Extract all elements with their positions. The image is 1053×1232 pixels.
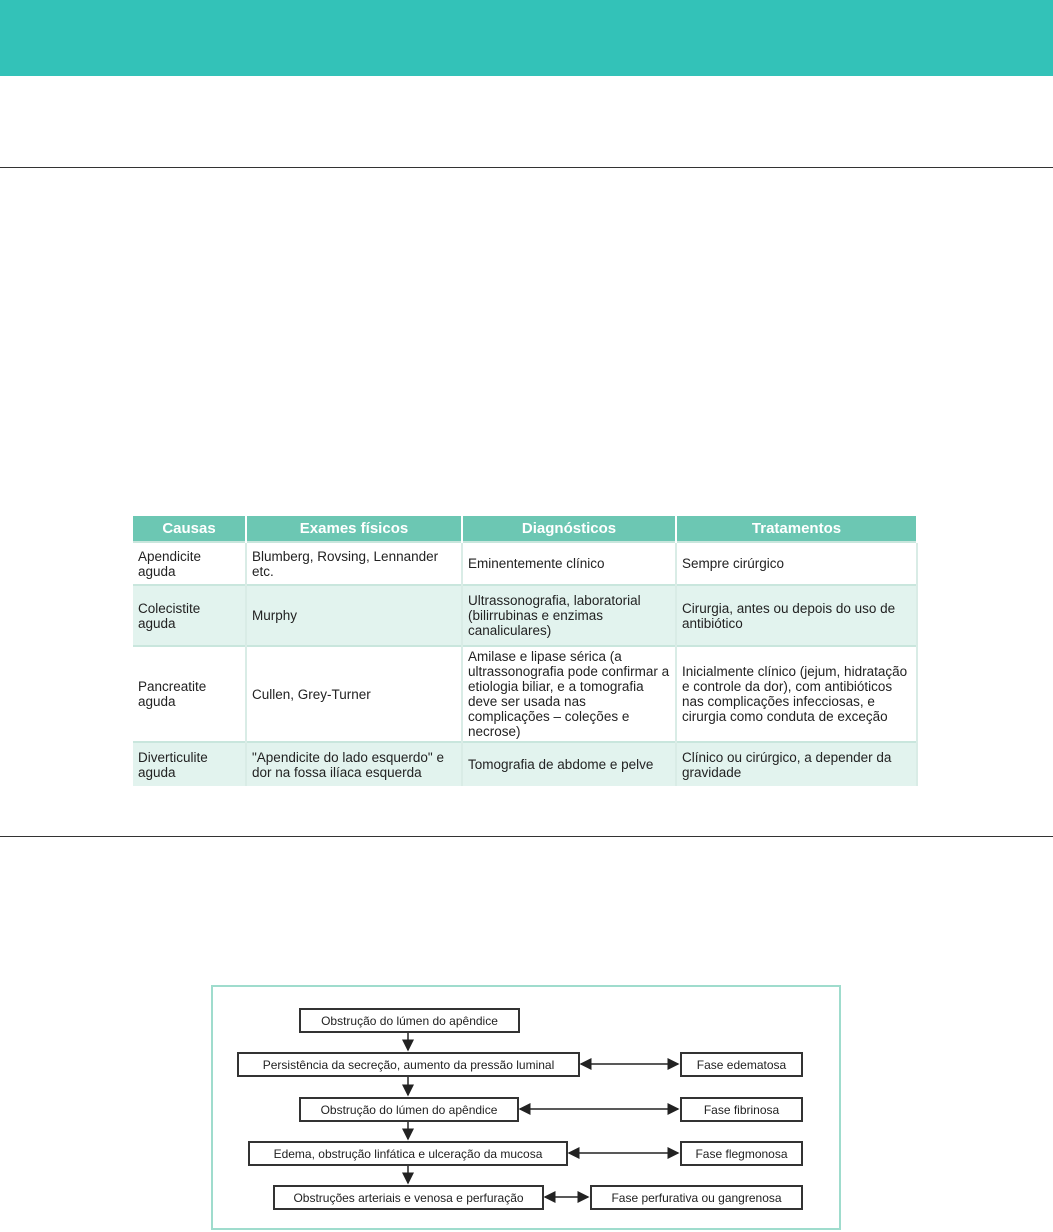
header-cell: Tratamentos <box>676 516 917 542</box>
cell: Ultrassonografia, laboratorial (bilirrubinas e enzimas canaliculares) <box>462 585 676 646</box>
phase-box: Fase perfurativa ou gangrenosa <box>590 1185 803 1210</box>
cell: Inicialmente clínico (jejum, hidratação e controle da dor), com antibióticos nas complicações infecciosas, e cirurgia como conduta de exceção <box>676 646 917 742</box>
cell: Sempre cirúrgico <box>676 542 917 585</box>
header-cell: Causas <box>133 516 246 542</box>
step-box: Obstrução do lúmen do apêndice <box>299 1008 520 1033</box>
phase-box: Fase flegmonosa <box>680 1141 803 1166</box>
cell: Cullen, Grey-Turner <box>246 646 462 742</box>
cell: Pancreatite aguda <box>133 646 246 742</box>
header-cell: Diagnósticos <box>462 516 676 542</box>
header-cell: Exames físicos <box>246 516 462 542</box>
cell: Eminentemente clínico <box>462 542 676 585</box>
step-box: Obstruções arteriais e venosa e perfuração <box>273 1185 544 1210</box>
step-box: Obstrução do lúmen do apêndice <box>299 1097 519 1122</box>
cell: "Apendicite do lado esquerdo" e dor na fossa ilíaca esquerda <box>246 742 462 786</box>
phase-box: Fase edematosa <box>680 1052 803 1077</box>
cell: Cirurgia, antes ou depois do uso de antibiótico <box>676 585 917 646</box>
cell: Clínico ou cirúrgico, a depender da gravidade <box>676 742 917 786</box>
cell: Murphy <box>246 585 462 646</box>
cell: Colecistite aguda <box>133 585 246 646</box>
cell: Amilase e lipase sérica (a ultrassonografia pode confirmar a etiologia biliar, e a tomografia deve ser usada nas complicações – coleções e necrose) <box>462 646 676 742</box>
cell: Apendicite aguda <box>133 542 246 585</box>
step-box: Persistência da secreção, aumento da pressão luminal <box>237 1052 580 1077</box>
cell: Tomografia de abdome e pelve <box>462 742 676 786</box>
cell: Diverticulite aguda <box>133 742 246 786</box>
cell: Blumberg, Rovsing, Lennander etc. <box>246 542 462 585</box>
phase-box: Fase fibrinosa <box>680 1097 803 1122</box>
step-box: Edema, obstrução linfática e ulceração da mucosa <box>248 1141 568 1166</box>
